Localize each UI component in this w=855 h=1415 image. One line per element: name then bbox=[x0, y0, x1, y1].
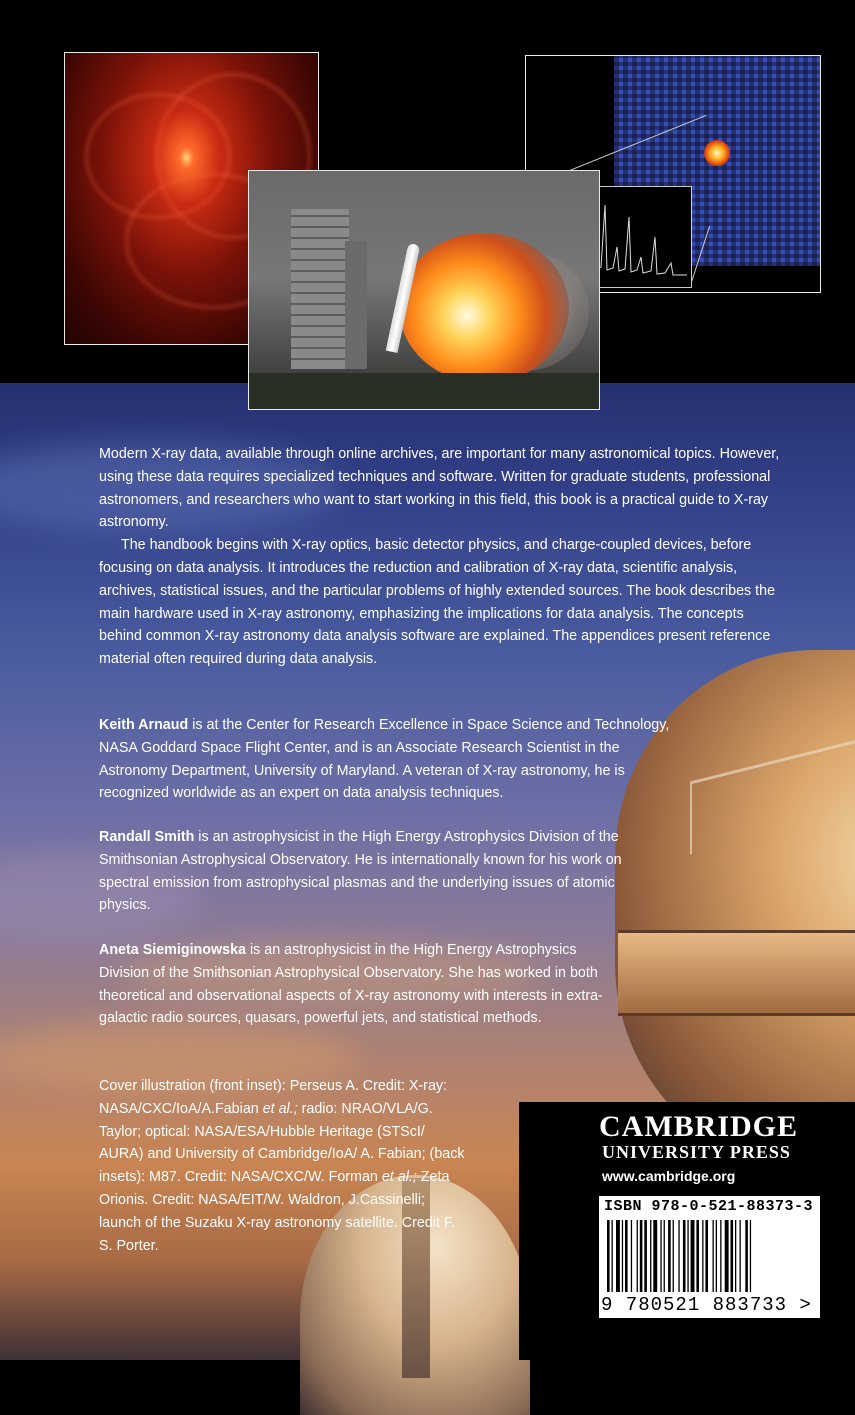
cover-credit bbox=[99, 1075, 469, 1257]
credit-text: radio: NRAO/VLA/G. Taylor; optical: NASA/ESA/Hubble Heritage (STScI/ AURA) and University of Cambridge/IoA/ A. Fabian; (back insets): M87. Credit: NASA/CXC/W. Forman bbox=[99, 1100, 465, 1186]
description-paragraph: The handbook begins with X-ray optics, basic detector physics, and charge-coupled devices, before focusing on data analysis. It introduces the reduction and calibration of X-ray data, scientific analysis, archives, statistical issues, and the particular problems of highly extended sources. The book describes the main hardware used in X-ray astronomy, emphasizing the implications for data analysis. The concepts behind common X-ray astronomy data analysis software are explained. The appendices present reference material often required during data analysis. bbox=[99, 537, 776, 668]
author-name: Aneta Siemiginowska bbox=[99, 942, 246, 958]
barcode-number: 9 780521 883733 > bbox=[601, 1294, 812, 1316]
credit-text: Zeta Orionis. Credit: NASA/EIT/W. Waldron, J.Cassinelli; launch of the Suzaku X-ray astronomy satellite. Credit F. S. Porter. bbox=[99, 1169, 455, 1254]
barcode-panel bbox=[599, 1196, 820, 1318]
publisher-url: www.cambridge.org bbox=[602, 1168, 736, 1184]
ground bbox=[249, 373, 599, 409]
credit-etal: et al.; bbox=[381, 1169, 417, 1186]
author-name: Randall Smith bbox=[99, 829, 195, 845]
book-description bbox=[99, 443, 789, 671]
dome-shutter-band bbox=[618, 930, 855, 1016]
isbn-label: ISBN 978-0-521-88373-3 bbox=[604, 1198, 814, 1215]
author-bio bbox=[99, 714, 689, 805]
author-bio bbox=[99, 939, 609, 1030]
author-bio-text: is at the Center for Research Excellence in Space Science and Technology, NASA Goddard Space Flight Center, and is an Associate Research Scientist in the Astronomy Department, University of Maryland. A veteran of X-ray astronomy, he is recognized worldwide as an expert on data analysis techniques. bbox=[99, 717, 670, 802]
credit-text: Cover illustration (front inset): Perseus A. Credit: X-ray: NASA/CXC/IoA/A.Fabian bbox=[99, 1078, 448, 1117]
launch-tower bbox=[345, 241, 367, 369]
xray-source bbox=[704, 140, 730, 166]
publisher-logo-press: UNIVERSITY PRESS bbox=[602, 1142, 791, 1162]
author-bio-text: is an astrophysicist in the High Energy Astrophysics Division of the Smithsonian Astrophysical Observatory. She has worked in both theoretical and observational aspects of X-ray astronomy with interests in extra-galactic radio sources, quasars, powerful jets, and statistical methods. bbox=[99, 942, 603, 1027]
publisher-block bbox=[519, 1102, 855, 1360]
author-name: Keith Arnaud bbox=[99, 717, 189, 733]
launch-tower bbox=[291, 209, 349, 369]
launch-fire bbox=[399, 233, 569, 383]
author-bio-text: is an astrophysicist in the High Energy Astrophysics Division of the Smithsonian Astrophysical Observatory. He is internationally known for his work on spectral emission from astrophysical plasmas and the underlying issues of atomic physics. bbox=[99, 829, 622, 914]
credit-etal: et al.; bbox=[262, 1100, 298, 1117]
suzaku-launch-inset-image bbox=[248, 170, 600, 410]
author-bio bbox=[99, 826, 659, 917]
description-paragraph: Modern X-ray data, available through online archives, are important for many astronomical topics. However, using these data requires specialized techniques and software. Written for graduate students, professional astronomers, and researchers who want to start working in this field, this book is a practical guide to X-ray astronomy. bbox=[99, 446, 780, 531]
barcode-icon bbox=[607, 1220, 812, 1296]
publisher-logo-name: CAMBRIDGE bbox=[599, 1110, 799, 1143]
